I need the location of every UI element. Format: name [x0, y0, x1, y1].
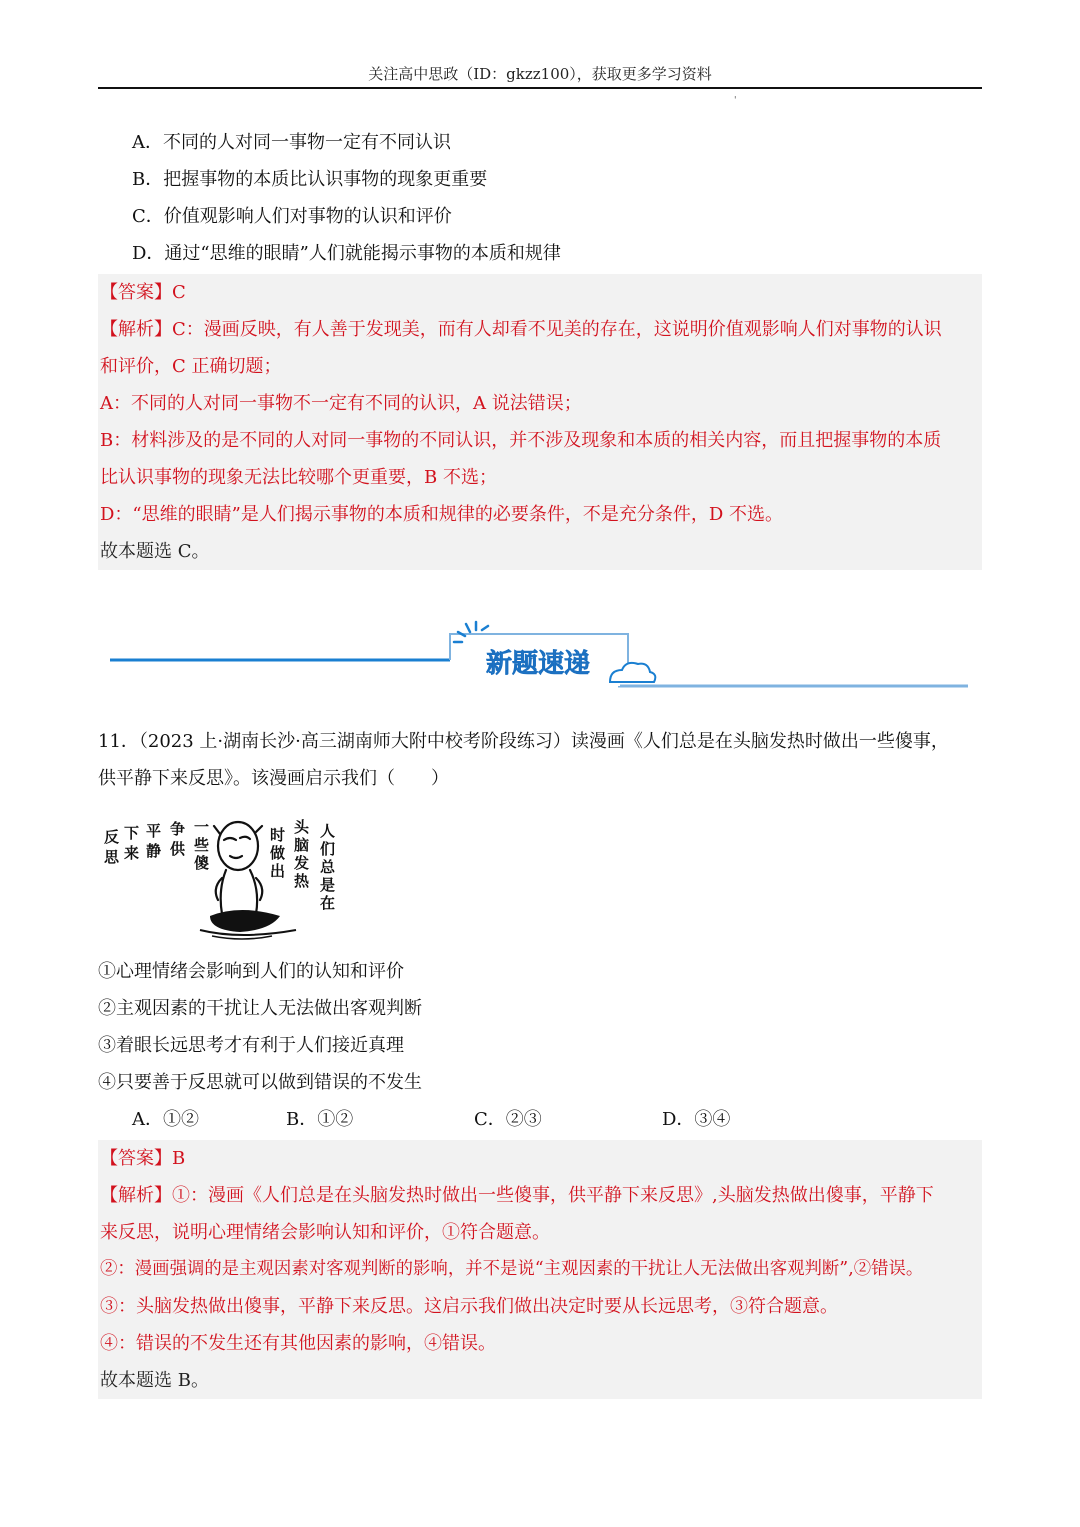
- header-rule: [98, 87, 982, 89]
- q11-statement-2: ②主观因素的干扰让人无法做出客观判断: [98, 998, 422, 1019]
- answer-tag: 【答案】: [100, 1148, 172, 1169]
- cartoon-char-right-8: 们: [320, 840, 336, 858]
- q10-analysis-line: B：材料涉及的是不同的人对同一事物的不同认识，并不涉及现象和本质的相关内容，而且把握事物的本质: [100, 430, 942, 451]
- q10-analysis-line: 和评价，C 正确切题；: [100, 356, 282, 377]
- cartoon-char-left-1: 思: [104, 848, 120, 866]
- q11-option-d: D．③④: [662, 1109, 731, 1130]
- q10-analysis-line: D：“思维的眼睛”是人们揭示事物的本质和规律的必要条件，不是充分条件，D 不选。: [100, 504, 783, 525]
- answer-value: B: [172, 1148, 186, 1169]
- q11-analysis-line: ③：头脑发热做出傻事，平静下来反思。这启示我们做出决定时要从长远思考，③符合题意。: [100, 1296, 838, 1317]
- q10-analysis-line: [98, 311, 982, 348]
- cartoon-char-left-6: 争: [170, 820, 186, 838]
- q11-option-b: B．①②: [286, 1109, 354, 1130]
- cartoon-char-right-6: 热: [294, 872, 310, 890]
- analysis-tag: 【解析】: [100, 1185, 172, 1206]
- answer-tag: 【答案】: [100, 282, 172, 303]
- cartoon-char-left-5: 静: [146, 842, 162, 860]
- cartoon-drawing: [100, 808, 358, 946]
- q11-stem-cont: 供平静下来反思》。该漫画启示我们（ ）: [98, 768, 449, 789]
- q11-option-a: A．①②: [132, 1109, 199, 1130]
- q11-analysis-line: [98, 1177, 982, 1214]
- q11-statement-1: ①心理情绪会影响到人们的认知和评价: [98, 961, 404, 982]
- page-header: 关注高中思政（ID：gkzz100），获取更多学习资料: [368, 65, 712, 83]
- cartoon-char-left-7: 供: [170, 840, 186, 858]
- q10-option-b: B．把握事物的本质比认识事物的现象更重要: [132, 169, 488, 190]
- q10-option-d: D．通过“思维的眼睛”人们就能揭示事物的本质和规律: [132, 243, 561, 264]
- analysis-tag: 【解析】: [100, 319, 172, 340]
- q11-stem: 11．（2023 上·湖南长沙·高三湖南师大附中校考阶段练习）读漫画《人们总是在头脑发热时做出一些傻事，: [98, 731, 949, 752]
- cartoon-char-right-7: 人: [320, 822, 336, 840]
- stray-mark: ': [734, 96, 737, 106]
- cartoon-char-right-2: 出: [270, 862, 286, 880]
- cartoon-char-left-9: 些: [194, 836, 210, 854]
- q10-answer-line: [98, 274, 982, 311]
- cartoon-char-right-5: 发: [294, 854, 310, 872]
- section-banner: [98, 620, 982, 700]
- cartoon-image: [100, 808, 358, 946]
- analysis-text: ①：漫画《人们总是在头脑发热时做出一些傻事，供平静下来反思》,头脑发热做出傻事，平静下: [172, 1185, 934, 1206]
- q11-analysis-line: ④：错误的不发生还有其他因素的影响，④错误。: [100, 1333, 496, 1354]
- q11-statement-3: ③着眼长远思考才有利于人们接近真理: [98, 1035, 404, 1056]
- cartoon-char-right-11: 在: [320, 894, 336, 912]
- cartoon-char-right-3: 头: [294, 818, 310, 836]
- q10-conclusion: 故本题选 C。: [100, 541, 210, 562]
- cartoon-char-left-2: 下: [124, 824, 140, 842]
- cartoon-char-right-1: 做: [270, 844, 286, 862]
- q10-analysis-line: 比认识事物的现象无法比较哪个更重要，B 不选；: [100, 467, 497, 488]
- cartoon-char-left-8: 一: [194, 818, 210, 836]
- answer-value: C: [172, 282, 186, 303]
- q10-option-c: C．价值观影响人们对事物的认识和评价: [132, 206, 452, 227]
- cartoon-char-left-10: 傻: [194, 854, 210, 872]
- q10-option-a: A．不同的人对同一事物一定有不同认识: [132, 132, 451, 153]
- q11-answer-box: [98, 1140, 982, 1399]
- cartoon-char-right-10: 是: [320, 876, 336, 894]
- cartoon-char-right-0: 时: [270, 826, 286, 844]
- q11-option-c: C．②③: [474, 1109, 542, 1130]
- q11-answer-line: [98, 1140, 982, 1177]
- q11-analysis-line: ②：漫画强调的是主观因素对客观判断的影响，并不是说“主观因素的干扰让人无法做出客观判断”,②错误。: [100, 1259, 924, 1279]
- analysis-text: C：漫画反映，有人善于发现美，而有人却看不见美的存在，这说明价值观影响人们对事物的认识: [172, 319, 942, 340]
- q11-analysis-line: 来反思，说明心理情绪会影响认知和评价，①符合题意。: [100, 1222, 550, 1243]
- banner-graphic: [98, 620, 982, 700]
- sparkle-icon: [454, 622, 488, 642]
- q10-answer-box: [98, 274, 982, 570]
- cartoon-char-left-3: 来: [124, 844, 140, 862]
- banner-title: 新题速递: [486, 649, 591, 679]
- q10-analysis-line: A：不同的人对同一事物不一定有不同的认识，A 说法错误；: [100, 393, 582, 414]
- cartoon-char-left-0: 反: [104, 828, 120, 846]
- cartoon-char-right-4: 脑: [294, 836, 310, 854]
- cartoon-char-left-4: 平: [146, 822, 162, 840]
- q11-conclusion: 故本题选 B。: [100, 1370, 209, 1391]
- cartoon-char-right-9: 总: [320, 858, 336, 876]
- q11-statement-4: ④只要善于反思就可以做到错误的不发生: [98, 1072, 422, 1093]
